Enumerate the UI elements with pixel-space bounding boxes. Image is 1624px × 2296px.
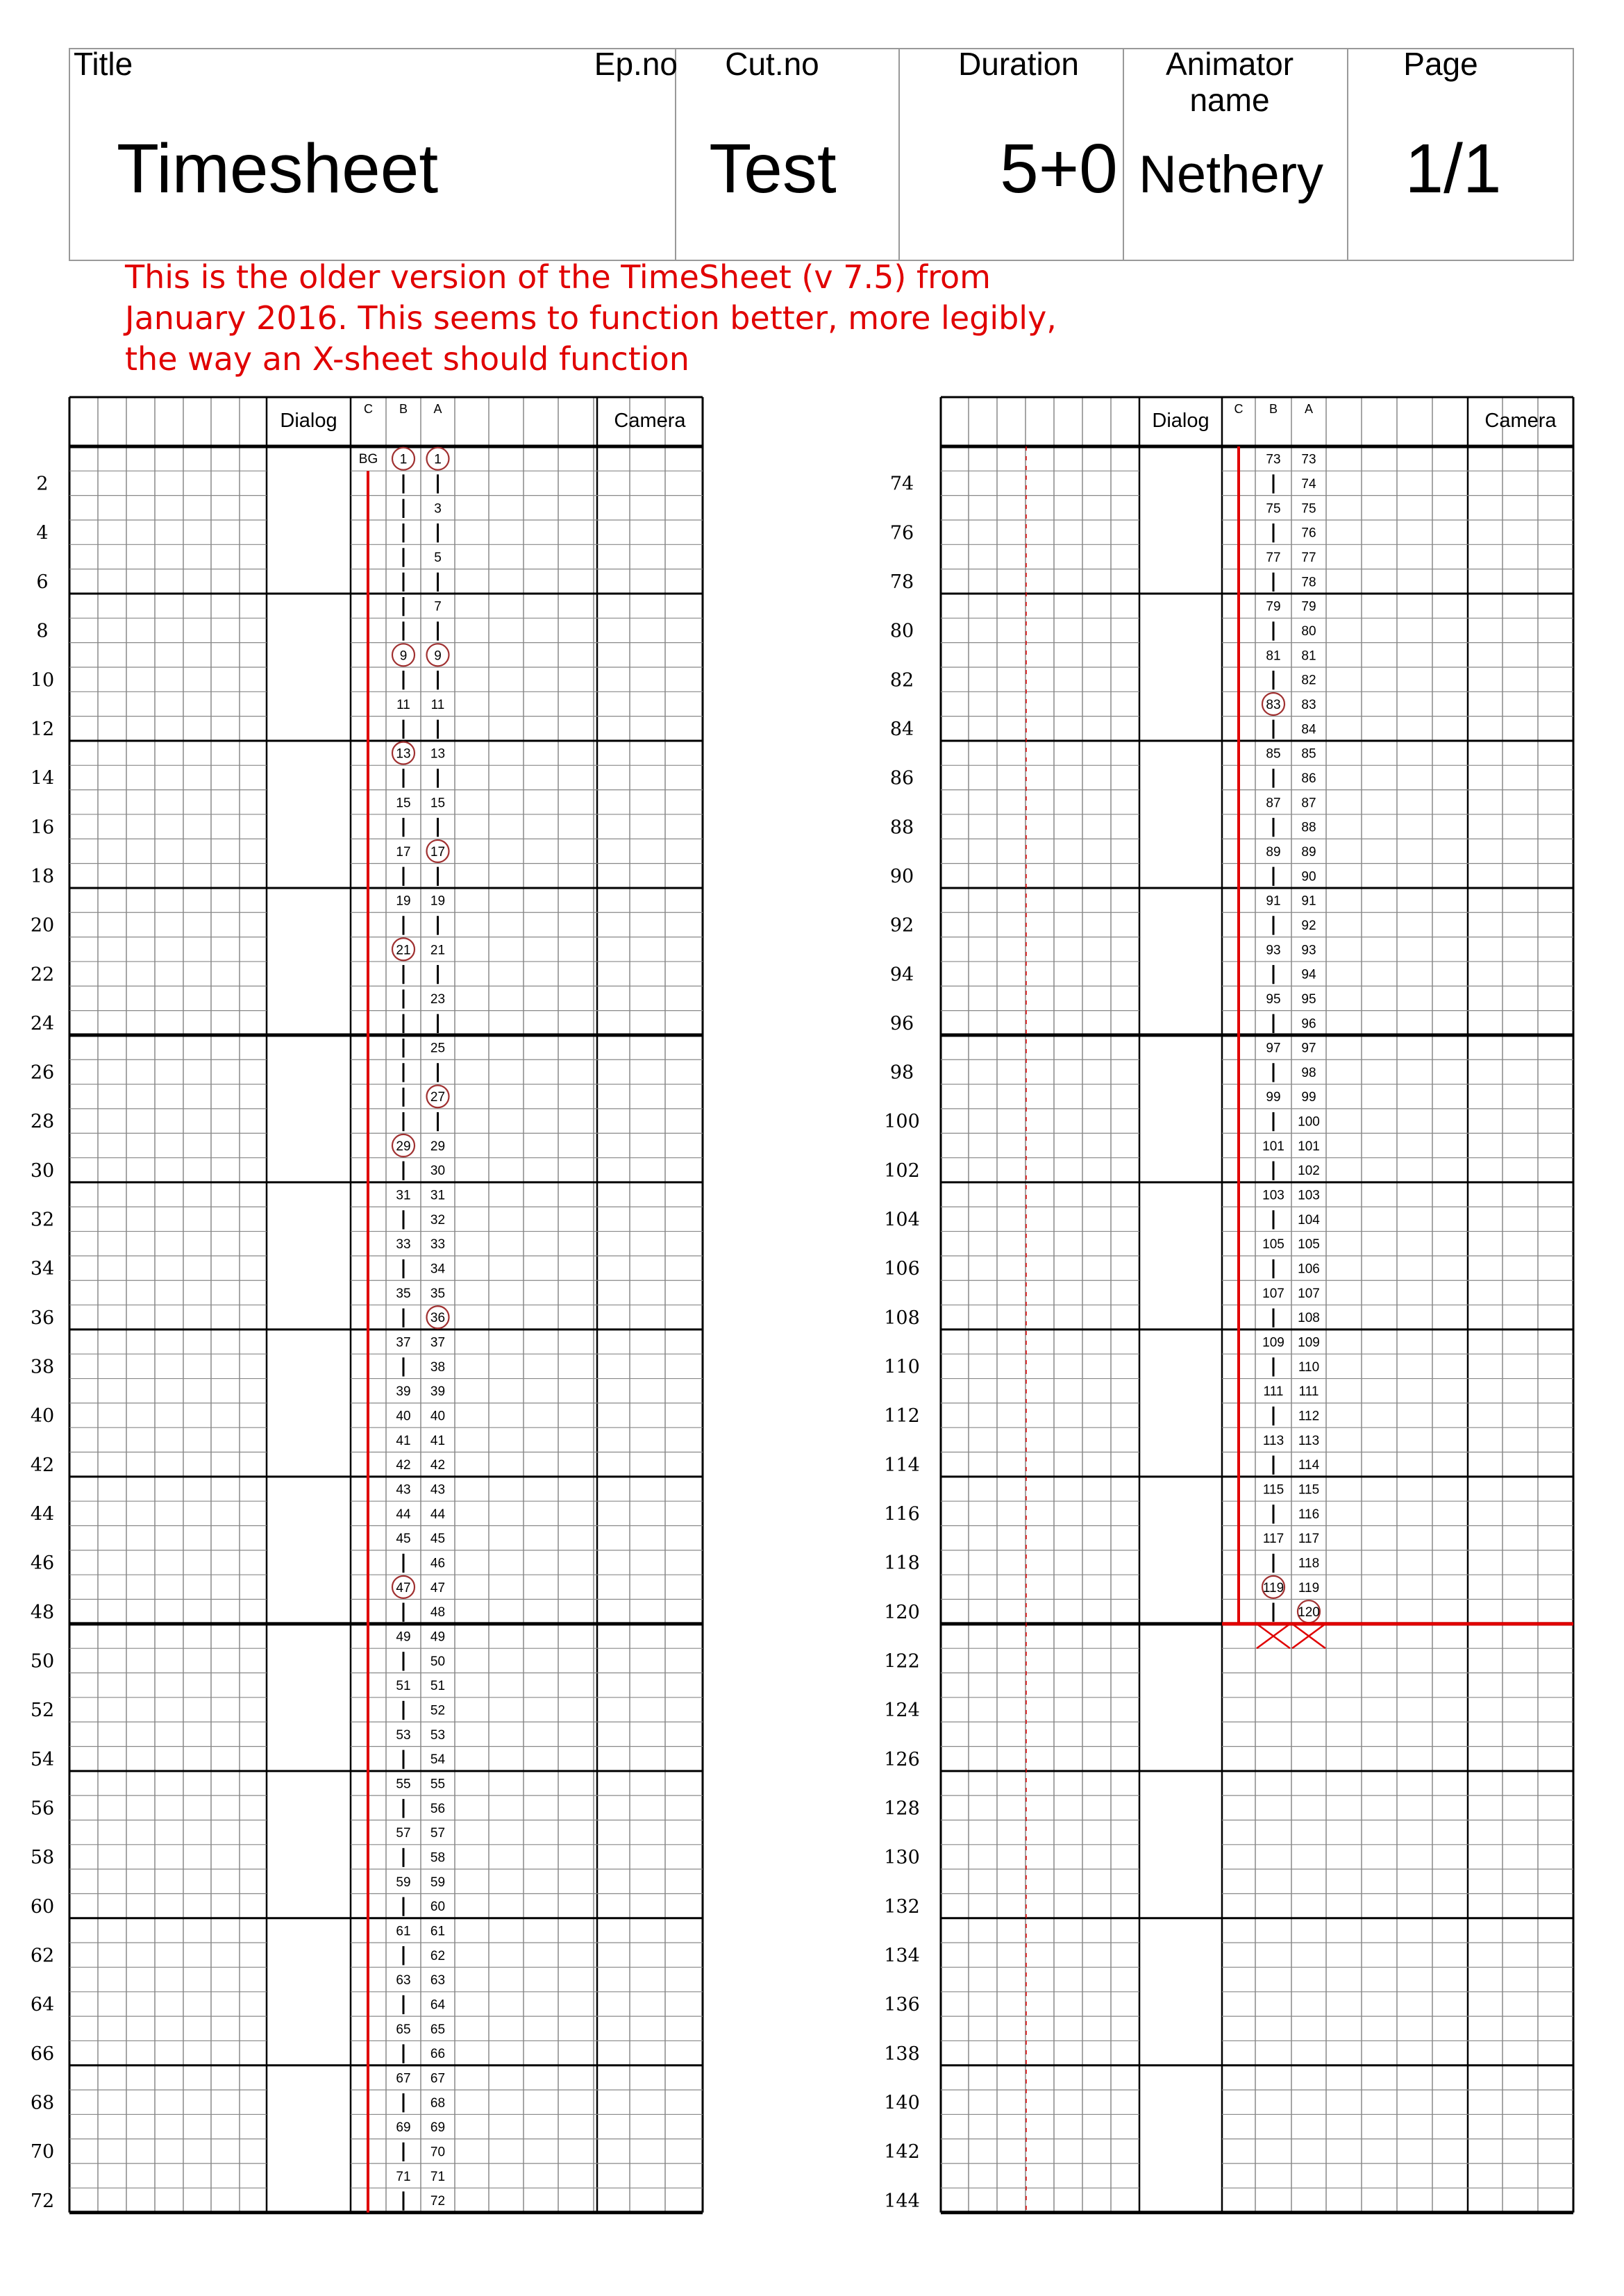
frame-number: 84 — [889, 718, 914, 740]
cell-drawing-number: 34 — [430, 1262, 446, 1277]
cell-drawing-number: 13 — [396, 746, 411, 762]
cell-drawing-number: 41 — [396, 1433, 411, 1448]
frame-number: 32 — [30, 1209, 55, 1231]
cell-drawing-number: 64 — [430, 1997, 446, 2013]
cell-drawing-number: 60 — [430, 1900, 446, 1915]
cell-drawing-number: 40 — [430, 1409, 446, 1424]
frame-number: 30 — [30, 1159, 55, 1182]
cell-drawing-number: 69 — [396, 2120, 411, 2136]
note-line-2: January 2016. This seems to function better, more legibly, — [125, 299, 1057, 337]
cell-drawing-number: 74 — [1301, 476, 1316, 492]
cell-drawing-number: 43 — [430, 1482, 446, 1498]
cell-drawing-number: 92 — [1301, 918, 1316, 933]
cell-drawing-number: 30 — [430, 1164, 446, 1179]
column-a-header: A — [1304, 402, 1314, 416]
cell-drawing-number: 67 — [396, 2071, 411, 2086]
dialog-column-header: Dialog — [1152, 410, 1209, 432]
frame-number: 62 — [30, 1945, 55, 1967]
frame-number: 66 — [30, 2043, 55, 2065]
cell-drawing-number: 7 — [434, 599, 442, 614]
cell-drawing-number: 78 — [1301, 575, 1316, 590]
frame-number: 126 — [884, 1748, 920, 1770]
duration-value: 5+0 — [1000, 130, 1118, 208]
cell-drawing-number: 88 — [1301, 820, 1316, 835]
frame-number: 78 — [889, 571, 914, 593]
frame-number: 38 — [30, 1356, 55, 1378]
column-a-header: A — [433, 402, 442, 416]
page-value: 1/1 — [1405, 130, 1502, 208]
cell-drawing-number: 91 — [1301, 894, 1316, 909]
cell-drawing-number: 5 — [434, 550, 442, 565]
cell-drawing-number: 100 — [1298, 1114, 1320, 1130]
frame-number: 88 — [889, 816, 914, 839]
cell-drawing-number: 37 — [430, 1335, 446, 1350]
frame-number: 16 — [30, 816, 55, 839]
frame-number: 120 — [884, 1601, 920, 1623]
frame-number: 118 — [884, 1552, 920, 1575]
frame-number: 20 — [30, 914, 55, 937]
frame-number: 90 — [889, 865, 914, 887]
cell-drawing-number: 21 — [396, 943, 411, 958]
cell-drawing-number: 85 — [1301, 746, 1316, 762]
cell-drawing-number: 87 — [1266, 796, 1281, 811]
cell-drawing-number: 113 — [1298, 1433, 1320, 1448]
cell-drawing-number: 19 — [430, 894, 446, 909]
frame-number: 46 — [30, 1552, 55, 1575]
cell-drawing-number: 95 — [1301, 991, 1316, 1007]
frame-number: 136 — [884, 1994, 920, 2016]
cell-drawing-number: 98 — [1301, 1065, 1316, 1080]
sheet-grid — [69, 397, 703, 2213]
frame-number: 98 — [889, 1062, 914, 1084]
cell-drawing-number: 31 — [396, 1188, 411, 1203]
cell-drawing-number: 25 — [430, 1041, 446, 1056]
cell-drawing-number: 47 — [396, 1580, 411, 1595]
frame-number: 138 — [884, 2043, 920, 2065]
animator-label: Animator — [1165, 46, 1294, 82]
frame-number: 134 — [884, 1945, 920, 1967]
frame-number: 52 — [30, 1700, 55, 1722]
ep-no-label: Ep.no — [594, 46, 678, 82]
cell-drawing-number: 80 — [1301, 623, 1316, 639]
cell-drawing-number: 31 — [430, 1188, 446, 1203]
cell-drawing-number: 96 — [1301, 1016, 1316, 1032]
frame-number: 60 — [30, 1895, 55, 1918]
camera-column-header: Camera — [614, 410, 686, 432]
cell-drawing-number: 117 — [1298, 1532, 1320, 1547]
animator-value: Nethery — [1138, 145, 1324, 204]
cell-drawing-number: 38 — [430, 1359, 446, 1375]
sheet-panel-right — [884, 397, 1573, 2213]
frame-number: 10 — [30, 669, 55, 692]
cell-drawing-number: 117 — [1262, 1532, 1284, 1547]
cell-drawing-number: 89 — [1266, 844, 1281, 860]
cell-drawing-number: 119 — [1262, 1580, 1284, 1595]
frame-number: 82 — [889, 669, 914, 692]
frame-number: 132 — [884, 1895, 920, 1918]
cell-drawing-number: 55 — [396, 1777, 411, 1792]
cut-no-label: Cut.no — [725, 46, 819, 82]
cell-drawing-number: 81 — [1301, 648, 1316, 664]
cell-drawing-number: 62 — [430, 1948, 446, 1963]
cell-drawing-number: 68 — [430, 2095, 446, 2111]
cell-drawing-number: 39 — [430, 1384, 446, 1400]
frame-number: 18 — [30, 865, 55, 887]
cell-drawing-number: 115 — [1262, 1482, 1284, 1498]
frame-number: 128 — [884, 1798, 920, 1820]
cell-drawing-number: 82 — [1301, 673, 1316, 688]
cell-drawing-number: 33 — [430, 1237, 446, 1252]
cell-drawing-number: 43 — [396, 1482, 411, 1498]
cell-drawing-number: 15 — [430, 796, 446, 811]
cell-drawing-number: 70 — [430, 2145, 446, 2160]
cell-drawing-number: 67 — [430, 2071, 446, 2086]
cell-drawing-number: 99 — [1301, 1090, 1316, 1105]
frame-number: 80 — [889, 620, 914, 642]
cell-drawing-number: 56 — [430, 1801, 446, 1816]
sheet-panel-left — [31, 397, 703, 2213]
frame-number: 106 — [884, 1258, 920, 1280]
cell-drawing-number: 114 — [1298, 1458, 1320, 1473]
cell-drawing-number: 63 — [396, 1973, 411, 1988]
frame-number: 28 — [30, 1111, 55, 1133]
cell-drawing-number: 48 — [430, 1605, 446, 1620]
cell-drawing-number: 17 — [430, 844, 446, 860]
cell-drawing-number: 97 — [1266, 1041, 1281, 1056]
frame-numbers — [884, 474, 920, 2212]
frame-number: 12 — [30, 718, 55, 740]
cell-drawing-number: 9 — [434, 648, 442, 664]
frame-number: 140 — [884, 2092, 920, 2114]
column-c-header: C — [364, 402, 373, 416]
cell-drawing-number: 47 — [430, 1580, 446, 1595]
cell-drawing-number: 72 — [430, 2194, 446, 2209]
cell-drawing-number: 36 — [430, 1311, 446, 1326]
dialog-column-header: Dialog — [280, 410, 337, 432]
cell-drawing-number: 65 — [396, 2022, 411, 2037]
frame-number: 6 — [36, 571, 49, 593]
cell-drawing-number: 17 — [396, 844, 411, 860]
cell-drawing-number: 93 — [1266, 943, 1281, 958]
cell-drawing-number: 44 — [430, 1507, 446, 1522]
cell-drawing-number: 15 — [396, 796, 411, 811]
cell-drawing-number: 101 — [1262, 1139, 1284, 1154]
cell-drawing-number: 107 — [1298, 1286, 1320, 1301]
cell-drawing-number: 19 — [396, 894, 411, 909]
cell-drawing-number: 84 — [1301, 722, 1316, 737]
cell-drawing-number: 46 — [430, 1556, 446, 1571]
frame-number: 122 — [884, 1650, 920, 1673]
cell-drawing-number: 45 — [430, 1532, 446, 1547]
cell-drawing-number: 52 — [430, 1703, 446, 1718]
cell-drawing-number: 75 — [1301, 501, 1316, 517]
frame-number: 116 — [884, 1503, 920, 1525]
frame-number: 96 — [889, 1012, 914, 1034]
cell-drawing-number: 35 — [430, 1286, 446, 1301]
cell-drawing-number: 39 — [396, 1384, 411, 1400]
frame-number: 14 — [30, 767, 55, 789]
cell-drawing-number: 93 — [1301, 943, 1316, 958]
note-line-3: the way an X-sheet should function — [125, 340, 689, 378]
sheet-grid — [941, 397, 1573, 2213]
cell-drawing-number: 103 — [1262, 1188, 1284, 1203]
cell-drawing-number: 50 — [430, 1654, 446, 1669]
cell-drawing-number: 99 — [1266, 1090, 1281, 1105]
frame-number: 58 — [30, 1847, 55, 1869]
frame-number: 130 — [884, 1847, 920, 1869]
cell-drawing-number: 109 — [1298, 1335, 1320, 1350]
frame-number: 124 — [884, 1700, 920, 1722]
cell-drawing-number: 83 — [1266, 697, 1281, 712]
duration-label: Duration — [958, 46, 1079, 82]
cell-drawing-number: 54 — [430, 1752, 446, 1768]
frame-number: 112 — [884, 1405, 920, 1427]
cell-drawing-number: 89 — [1301, 844, 1316, 860]
frame-number: 24 — [30, 1012, 55, 1034]
frame-number: 50 — [30, 1650, 55, 1673]
cell-drawing-number: 53 — [430, 1727, 446, 1743]
column-c-header: C — [1234, 402, 1244, 416]
cell-drawing-number: 29 — [396, 1139, 411, 1154]
cell-drawing-number: 41 — [430, 1433, 446, 1448]
cell-drawing-number: 115 — [1298, 1482, 1320, 1498]
cell-drawing-number: 11 — [396, 697, 410, 712]
cell-drawing-number: 86 — [1301, 771, 1316, 786]
cell-drawing-number: 94 — [1301, 967, 1316, 982]
cell-drawing-number: 23 — [430, 991, 446, 1007]
cell-drawing-number: 103 — [1298, 1188, 1320, 1203]
version-note — [123, 258, 1057, 378]
cell-drawing-number: 61 — [430, 1924, 446, 1939]
header-box — [69, 46, 1573, 260]
cell-drawing-number: 106 — [1298, 1262, 1320, 1277]
frame-number: 114 — [884, 1454, 920, 1476]
cell-drawing-number: 49 — [430, 1629, 446, 1645]
cell-drawing-number: 79 — [1301, 599, 1316, 614]
cell-drawing-number: 77 — [1266, 550, 1281, 565]
cell-drawing-number: 57 — [430, 1826, 446, 1841]
cell-drawing-number: 75 — [1266, 501, 1281, 517]
cell-drawing-number: 101 — [1298, 1139, 1320, 1154]
frame-number: 34 — [30, 1258, 55, 1280]
cell-drawing-number: 57 — [396, 1826, 411, 1841]
frame-number: 102 — [884, 1159, 920, 1182]
frame-number: 22 — [30, 964, 55, 986]
cell-drawing-number: 111 — [1263, 1384, 1284, 1400]
cell-drawing-number: 29 — [430, 1139, 446, 1154]
frame-number: 108 — [884, 1307, 920, 1329]
cell-drawing-number: 77 — [1301, 550, 1316, 565]
cell-drawing-number: 108 — [1298, 1311, 1320, 1326]
cell-drawing-number: 55 — [430, 1777, 446, 1792]
cell-drawing-number: 42 — [430, 1458, 446, 1473]
cell-drawing-number: 104 — [1298, 1212, 1320, 1227]
cell-drawing-number: 61 — [396, 1924, 411, 1939]
cell-drawing-number: 95 — [1266, 991, 1281, 1007]
cell-drawing-number: 90 — [1301, 869, 1316, 885]
column-a-entries — [427, 448, 449, 2209]
cell-drawing-number: 102 — [1298, 1164, 1320, 1179]
cell-drawing-number: 59 — [430, 1875, 446, 1890]
frame-number: 42 — [30, 1454, 55, 1476]
cell-drawing-number: 111 — [1298, 1384, 1319, 1400]
frame-number: 40 — [30, 1405, 55, 1427]
cell-drawing-number: 27 — [430, 1090, 446, 1105]
column-b-header: B — [399, 402, 408, 416]
cell-drawing-number: 69 — [430, 2120, 446, 2136]
cell-drawing-number: 59 — [396, 1875, 411, 1890]
frame-number: 94 — [889, 964, 914, 986]
frame-number: 2 — [36, 473, 49, 495]
column-b-header: B — [1269, 402, 1278, 416]
cell-drawing-number: 81 — [1266, 648, 1281, 664]
cell-drawing-number: 9 — [399, 648, 408, 664]
cell-drawing-number: 76 — [1301, 526, 1316, 541]
cell-drawing-number: 51 — [396, 1679, 411, 1694]
cell-drawing-number: 91 — [1266, 894, 1281, 909]
frame-number: 8 — [36, 620, 49, 642]
frame-number: 56 — [30, 1798, 55, 1820]
frame-number: 110 — [884, 1356, 920, 1378]
cell-drawing-number: 85 — [1266, 746, 1281, 762]
cell-drawing-number: 113 — [1262, 1433, 1284, 1448]
frame-number: 44 — [30, 1503, 55, 1525]
page-label: Page — [1403, 46, 1478, 82]
cut-no-value: Test — [709, 130, 837, 208]
frame-number: 76 — [889, 522, 914, 544]
cell-drawing-number: 3 — [434, 501, 442, 517]
cell-drawing-number: 112 — [1298, 1409, 1320, 1424]
cell-drawing-number: 110 — [1298, 1359, 1320, 1375]
frame-number: 142 — [884, 2141, 920, 2163]
column-b-entries — [1262, 453, 1284, 1622]
cell-drawing-number: 107 — [1262, 1286, 1284, 1301]
animator-label-2: name — [1189, 82, 1270, 118]
cell-drawing-number: 11 — [430, 697, 445, 712]
frame-number: 74 — [889, 473, 914, 495]
cell-drawing-number: 71 — [396, 2169, 411, 2184]
frame-number: 48 — [30, 1601, 55, 1623]
frame-number: 92 — [889, 914, 914, 937]
frame-number: 86 — [889, 767, 914, 789]
title-label: Title — [74, 46, 133, 82]
cell-drawing-number: 105 — [1262, 1237, 1284, 1252]
cell-drawing-number: 79 — [1266, 599, 1281, 614]
frame-number: 64 — [30, 1994, 55, 2016]
cell-drawing-number: 45 — [396, 1532, 411, 1547]
frame-number: 100 — [884, 1111, 920, 1133]
cell-drawing-number: 105 — [1298, 1237, 1320, 1252]
frame-numbers — [31, 474, 54, 2212]
cell-drawing-number: 35 — [396, 1286, 411, 1301]
frame-number: 72 — [30, 2190, 55, 2212]
frame-number: 26 — [30, 1062, 55, 1084]
cell-drawing-number: 87 — [1301, 796, 1316, 811]
cell-drawing-number: 44 — [396, 1507, 411, 1522]
cell-drawing-number: 120 — [1298, 1605, 1320, 1620]
cell-drawing-number: 118 — [1298, 1556, 1320, 1571]
cell-drawing-number: 21 — [430, 943, 446, 958]
cell-drawing-number: 119 — [1298, 1580, 1320, 1595]
cell-drawing-number: 66 — [430, 2047, 446, 2062]
bg-label: BG — [358, 452, 378, 467]
cell-drawing-number: 42 — [396, 1458, 411, 1473]
cell-drawing-number: 53 — [396, 1727, 411, 1743]
cell-drawing-number: 109 — [1262, 1335, 1284, 1350]
cell-drawing-number: 49 — [396, 1629, 411, 1645]
frame-number: 36 — [30, 1307, 55, 1329]
cell-drawing-number: 1 — [399, 452, 408, 467]
cell-drawing-number: 40 — [396, 1409, 411, 1424]
cell-drawing-number: 73 — [1301, 452, 1316, 467]
camera-column-header: Camera — [1484, 410, 1557, 432]
cell-drawing-number: 73 — [1266, 452, 1281, 467]
cell-drawing-number: 51 — [430, 1679, 446, 1694]
cell-drawing-number: 13 — [430, 746, 446, 762]
cell-drawing-number: 71 — [430, 2169, 446, 2184]
cell-drawing-number: 1 — [434, 452, 442, 467]
title-value: Timesheet — [117, 130, 439, 208]
column-a-entries — [1298, 453, 1320, 1623]
cell-drawing-number: 83 — [1301, 697, 1316, 712]
frame-number: 70 — [30, 2141, 55, 2163]
frame-number: 104 — [884, 1209, 920, 1231]
frame-number: 144 — [884, 2190, 920, 2212]
cell-drawing-number: 37 — [396, 1335, 411, 1350]
cell-drawing-number: 33 — [396, 1237, 411, 1252]
cell-drawing-number: 97 — [1301, 1041, 1316, 1056]
cell-drawing-number: 116 — [1298, 1507, 1320, 1522]
frame-number: 68 — [30, 2092, 55, 2114]
frame-number: 54 — [30, 1748, 55, 1770]
cell-drawing-number: 58 — [430, 1850, 446, 1866]
note-line-1: This is the older version of the TimeSheet (v 7.5) from — [125, 258, 991, 296]
cell-drawing-number: 65 — [430, 2022, 446, 2037]
cell-drawing-number: 63 — [430, 1973, 446, 1988]
frame-number: 4 — [36, 522, 49, 544]
cell-drawing-number: 32 — [430, 1212, 446, 1227]
